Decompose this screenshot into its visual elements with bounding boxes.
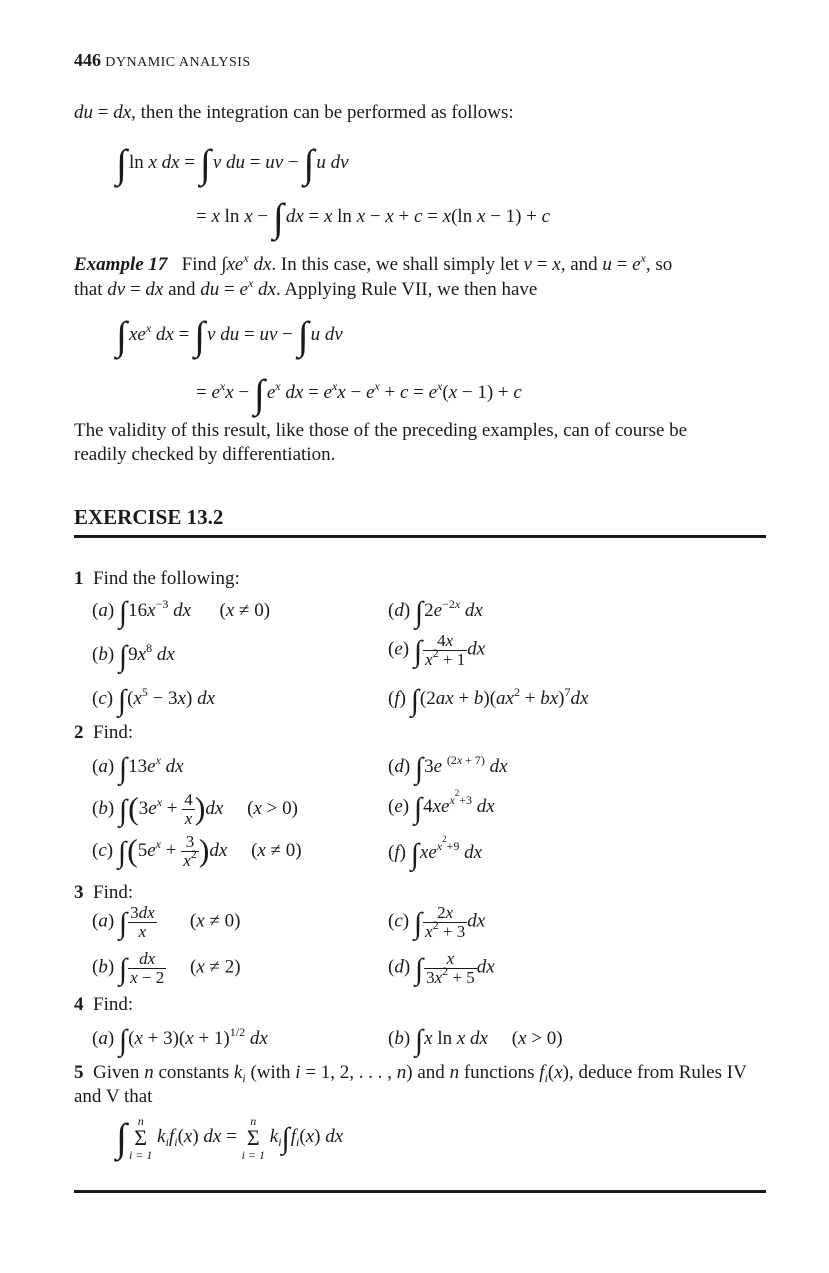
q1-f: (f) $\int(2ax + b)(ax^2 + bx)^7dx$ bbox=[388, 684, 589, 717]
q3-d: (d) ∫ $\frac{x}{3x^2 + 5}$ dx bbox=[388, 949, 495, 987]
q2-d: (d) ∫3e $^{(2x + 7)}$ dx bbox=[388, 752, 508, 785]
q1-d: (d) $\int 2e^{-2x}$ dx bbox=[388, 596, 483, 629]
q1-b: (b) $\int 9x^8$ dx bbox=[92, 640, 175, 673]
page-header: 446 DYNAMIC ANALYSIS bbox=[74, 50, 251, 70]
q1-prompt: 1 Find the following: bbox=[74, 568, 240, 589]
q2-a: (a) $\int 13e^x$ dx bbox=[92, 752, 184, 785]
equation-2a: ∫ $xe^x$ dx = ∫ v du = uv − ∫ u dv bbox=[116, 313, 343, 358]
equation-2b: = $e^xx$ − ∫ $e^x$ dx = $e^xx - e^x + c = e^x(x - 1) + c$ bbox=[196, 371, 522, 416]
validity-line-1: The validity of this result, like those of the preceding examples, can of course be bbox=[74, 420, 688, 441]
validity-line-2: readily checked by differentiation. bbox=[74, 444, 336, 465]
exercise-rule-bottom bbox=[74, 1190, 766, 1193]
q3-prompt: 3 Find: bbox=[74, 882, 134, 903]
q1-c: (c) $\int(x^5 - 3x)$ dx bbox=[92, 684, 215, 717]
example-17-text-1: Example 17 Find $\int xe^x$ dx. In this case, we shall simply let v = x, and $u = e^x$, so bbox=[74, 251, 673, 275]
q3-a: (a) ∫ $\frac{3dx}{x}$ (x ≠ 0) bbox=[92, 903, 241, 941]
q3-c: (c) ∫ $\frac{2x}{x^2 + 3}$ dx bbox=[388, 903, 486, 941]
example-17-text-2: that dv = dx and du = $e^x$ dx. Applying Rule VII, we then have bbox=[74, 276, 538, 300]
q4-a: (a) $\int(x + 3)(x + 1)^{1/2}$ dx bbox=[92, 1024, 268, 1057]
q2-b: (b) $\int(3e^x$ + $\frac{4}{x}$ )dx (x > 0) bbox=[92, 790, 298, 829]
q4-prompt: 4 Find: bbox=[74, 994, 134, 1015]
q5-line-1: 5 Given n constants $k_i$ (with i = 1, 2, . . . , n) and n functions $f_i(x)$, deduce from Rules IV bbox=[74, 1062, 747, 1085]
equation-1a: ∫ ln x dx = ∫ v du = uv − ∫ u dv bbox=[116, 141, 349, 186]
intro-line: du = dx, then the integration can be performed as follows: bbox=[74, 102, 514, 123]
q2-c: (c) $\int(5e^x$ + $\frac{3}{x^2}$ )dx (x ≠ 0) bbox=[92, 832, 302, 871]
exercise-rule-top bbox=[74, 535, 766, 538]
q2-f: (f) $\int xe^{x^2+9}$ dx bbox=[388, 834, 483, 871]
q2-e: (e) $\int 4xe^{x^2+3}$ dx bbox=[388, 788, 495, 825]
exercise-title: EXERCISE 13.2 bbox=[74, 505, 224, 529]
q5-line-2: and V that bbox=[74, 1086, 153, 1107]
q4-b: (b) ∫x ln x dx (x > 0) bbox=[388, 1024, 563, 1057]
q1-a: (a) $\int 16x^{-3}$ dx (x ≠ 0) bbox=[92, 596, 271, 629]
q1-e: (e) ∫ $\frac{4x}{x^2 + 1}$ dx bbox=[388, 631, 486, 669]
q5-formula: ∫ n Σ i = 1 $k_if_i(x)$ dx = n Σ i = 1 $k_i\int f_i(x)$ dx bbox=[116, 1113, 344, 1162]
q3-b: (b) ∫ $\frac{dx}{x - 2}$ (x ≠ 2) bbox=[92, 949, 241, 987]
equation-1b: = x ln x − ∫ dx = x ln x − x + c = x(ln x − 1) + c bbox=[196, 195, 551, 240]
q2-prompt: 2 Find: bbox=[74, 722, 134, 743]
